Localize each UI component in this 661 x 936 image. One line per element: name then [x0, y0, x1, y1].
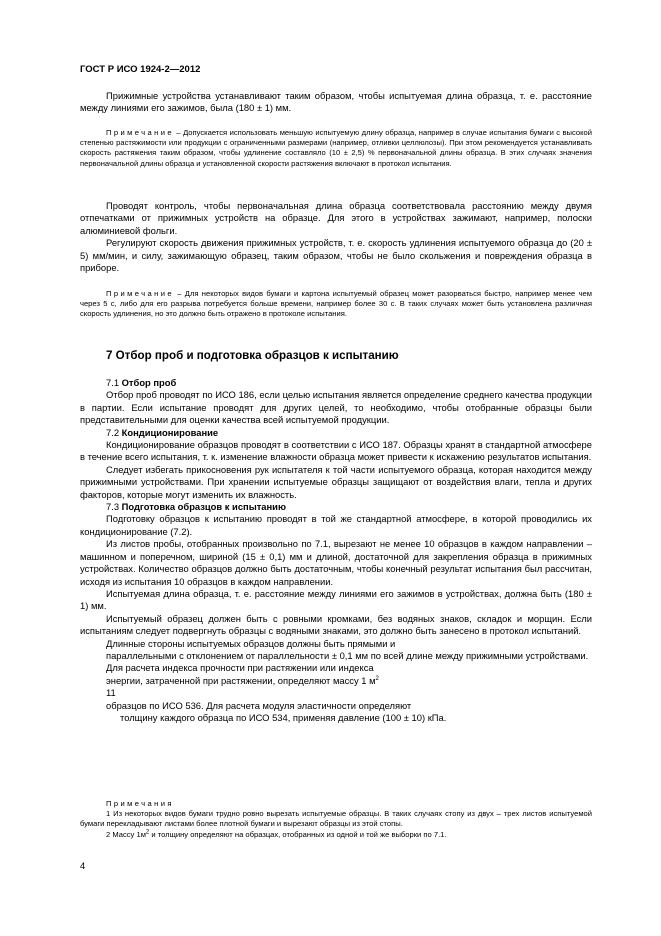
paragraph-text: Регулируют скорость движения прижимных устройств, т. е. скорость удлинения испытуемого образца до (20 ± 5) мм/мин, и силу, зажимающую образец, таким образом, чтобы не было скольжения и повреждения образца в приборе. [80, 237, 592, 274]
paragraph-text: Отбор проб проводят по ИСО 186, если целью испытания является определение среднего качества продукции в партии. Если испытание проводят для других целей, то необходимо, чтобы отобранные образцы были представительными для оценки качества всей испытуемой продукции. [80, 389, 592, 426]
notes-block [80, 799, 592, 840]
note-item-1: 1 Из некоторых видов бумаги трудно ровно вырезать испытуемые образцы. В таких случаях стопу из двух – трех листов испытуемой бумаги перекладывают листами более плотной бумаги и вырезают образцы из этой стопы. [80, 809, 592, 829]
note-item-2: 2 Массу $1м^2$ и толщину определяют на образцах, отобранных из одной и той же выборки по 7.1. [106, 829, 447, 839]
paragraph-text: Испытуемый образец должен быть с ровными кромками, без водяных знаков, складок и морщин. Если испытаниям следует подвергнуть образцы с водяными знаками, это должно быть занесено в протокол испытаний. [80, 612, 592, 637]
paragraph-text: толщину каждого образца по ИСО 534, применяя давление (100 ± 10) кПа. [120, 711, 447, 723]
section-7-body [80, 377, 592, 724]
paragraph-control [80, 200, 592, 274]
paragraph-text: Длинные стороны испытуемых образцов должны быть прямыми и [106, 637, 396, 649]
paragraph-text: Из листов пробы, отобранных произвольно по 7.1, вырезают не менее 10 образцов в каждом направлении – машинном и поперечном, шириной (15 ± 0,1) мм и длиной, достаточной для закрепления образца в прижимных устройствах. Количество образцов должно быть достаточным, чтобы конечный результат испытания был рассчитан, исходя из испытания 10 образцов в каждом направлении. [80, 538, 592, 587]
paragraph-text: Подготовку образцов к испытанию проводят в той же стандартной атмосфере, в которой проводились их кондиционирование (7.2). [80, 513, 592, 537]
subsection-7-1-heading: 7.1 Отбор проб [106, 377, 177, 388]
note-label: Примечание [106, 289, 174, 298]
subsection-7-2-heading: 7.2 Кондиционирование [106, 426, 219, 438]
paragraph-text: Кондиционирование образцов проводят в соответствии с ИСО 187. Образцы хранят в стандартной атмосфере в течение всего испытания, т. к. изменение влажности образца может привести к искажению результатов испытания. [80, 439, 592, 463]
paragraph-text: Следует избегать прикосновения рук испытателя к той части испытуемого образца, которая находится между прижимными устройствами. При хранении испытуемые образцы защищают от воздействия влаги, тепла и других факторов, которые могут изменить их влажность. [80, 463, 592, 500]
paragraph-text: Для расчета индекса прочности при растяжении или индекса [106, 662, 374, 674]
paragraph-text: образцов по ИСО 536. Для расчета модуля эластичности определяют [106, 699, 412, 711]
paragraph-text: Испытуемая длина образца, т. е. расстояние между линиями его зажимов в устройствах, должна быть (180 ± 1) мм. [80, 587, 592, 612]
paragraph-text: параллельными с отклонением от параллельности ± 0,1 мм по всей длине между прижимными устройствами. [106, 649, 589, 661]
paragraph-text: 11 [106, 687, 116, 699]
note-1 [80, 128, 592, 169]
paragraph-text: Проводят контроль, чтобы первоначальная длина образца соответствовала расстоянию между двумя отпечатками от прижимных устройств на образце. Для этого в устройствах зажимают, например, полоски алюминиевой фольги. [80, 200, 592, 236]
note-2 [80, 289, 592, 320]
note-text: – Для некоторых видов бумаги и картона испытуемый образец может разорваться быстро, например менее чем через 5 с, либо для его разрыва потребуется больше времени, например более 30 с. В таких случаях может быть установлена различная скорость удлинения, но это должно быть отражено в протоколе испытания. [80, 289, 592, 319]
section-7-heading: 7 Отбор проб и подготовка образцов к испытанию [106, 349, 399, 362]
note-label: Примечание [106, 128, 174, 137]
notes-title: Примечания [106, 799, 174, 808]
note-text: – Допускается использовать меньшую испытуемую длину образца, например в случае испытания бумаги с высокой степенью растяжимости или продукции с ограниченными размерами (например, отливки целлюлозы). При этом рекомендуется устанавливать скорость растяжения таким образом, чтобы удлинение составляло (10 ± 2,5) % первоначальной длины образца. В этих случаях значения первоначальной длины образца и установленной скорости растяжения включают в протокол испытания. [80, 128, 592, 168]
page-number: 4 [80, 860, 86, 871]
document-header: ГОСТ Р ИСО 1924-2—2012 [80, 64, 201, 75]
paragraph-text: Прижимные устройства устанавливают таким образом, чтобы испытуемая длина образца, т. е. расстояние между линиями его зажимов, была (180 ± 1) мм. [80, 90, 592, 114]
paragraph-text: энергии, затраченной при растяжении, определяют массу 1 $м^2$ [106, 674, 379, 686]
paragraph-clamp-length [80, 90, 592, 115]
subsection-7-3-heading: 7.3 Подготовка образцов к испытанию [106, 501, 286, 513]
